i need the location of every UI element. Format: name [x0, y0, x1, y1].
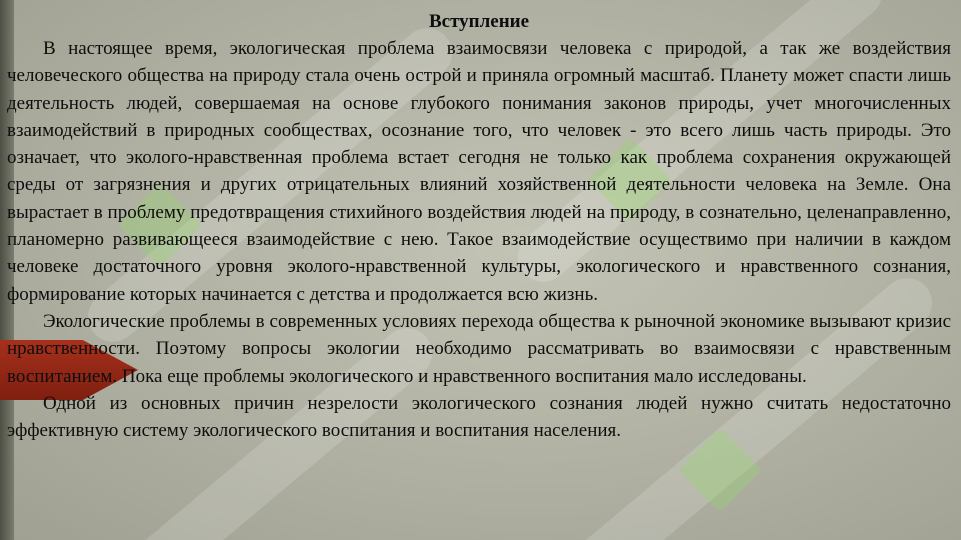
paragraph-3: Одной из основных причин незрелости экологического сознания людей нужно считать недостаточно эффективную систему экологического воспитания и воспитания населения.: [7, 392, 951, 442]
slide-title: Вступление: [428, 11, 530, 32]
paragraph-2: Экологические проблемы в современных условиях перехода общества к рыночной экономике вызывают кризис нравственности. Поэтому вопросы экологии необходимо рассматривать во взаимосвязи с нравственным воспитанием. Пока еще проблемы экологического и нравственного воспитания мало исследованы.: [7, 310, 951, 387]
slide-content: [7, 8, 951, 444]
paragraph-1: В настоящее время, экологическая проблема взаимосвязи человека с природой, а так же воздействия человеческого общества на природу стала очень острой и приняла огромный масштаб. Планету может спасти лишь деятельность людей, совершаемая на основе глубокого понимания законов природы, учет многочисленных взаимодействий в природных сообществах, осознание того, что человек - это всего лишь часть природы. Это означает, что эколого-нравственная проблема встает сегодня не только как проблема сохранения окружающей среды от загрязнения и других отрицательных влияний хозяйственной деятельности человека на Земле. Она вырастает в проблему предотвращения стихийного воздействия людей на природу, в сознательно, целенаправленно, планомерно развивающееся взаимодействие с нею. Такое взаимодействие осуществимо при наличии в каждом человеке достаточного уровня эколого-нравственной культуры, экологического и нравственного сознания, формирование которых начинается с детства и продолжается всю жизнь.: [7, 38, 951, 305]
